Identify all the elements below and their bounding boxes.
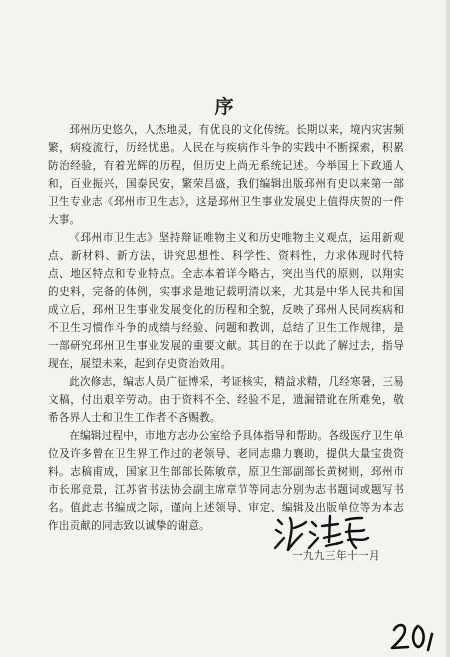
handwritten-page-number xyxy=(388,620,438,652)
preface-title: 序 xyxy=(214,96,236,118)
preface-date: 一九九三年十一月 xyxy=(292,550,380,562)
paragraph-4: 在编辑过程中，市地方志办公室给予具体指导和帮助。各级医疗卫生单位及许多曾在卫生界工作过的老领导、老同志鼎力襄助，提供大量宝贵资料。志稿甫成，国家卫生部部长陈敏章，原卫生部副部长黄树则，邳州市市长邢竞景，江苏省书法协会副主席章节等同志分别为志书题词或题写书名。值此志书编成之际，谨向上述领导、审定、编辑及出版单位等为本志作出贡献的同志致以诚挚的谢意。 xyxy=(48,430,404,532)
paragraph-2: 《邳州市卫生志》坚持辩证唯物主义和历史唯物主义观点，运用新观点、新材料、新方法，讲究思想性、科学性、资料性，力求体现时代特点、地区特点和专业特点。全志本着详今略古，突出当代的原则，以翔实的史料，完备的体例，实事求是地记载明清以来，尤其是中华人民共和国成立后，邳州卫生事业发展变化的历程和全貌，反映了邳州人民同疾病和不卫生习惯作斗争的成绩与经验、问题和教训，总结了卫生工作规律，是一部研究邳州卫生事业发展的重要文献。其目的在于以此了解过去，指导现在，展望未来，起到存史资治效用。 xyxy=(48,232,404,370)
paragraph-1: 邳州历史悠久，人杰地灵，有优良的文化传统。长期以来，境内灾害频繁，病疫流行，历经忧患。人民在与疾病作斗争的实践中不断探索，积累防治经验，有着光辉的历程，但历史上尚无系统记述。今举国上下政通人和，百业振兴，国泰民安，繁荣昌盛，我们编辑出版邳州有史以来第一部卫生专业志《邳州市卫生志》，这是邳州卫生事业发展史上值得庆贺的一件大事。 xyxy=(48,124,404,226)
scan-edge xyxy=(446,0,450,657)
paragraph-3: 此次修志，编志人员广征博采，考证核实，精益求精，几经寒暑，三易文稿，付出艰辛劳动。由于资料不全、经验不足，遗漏错讹在所难免，敬希各界人士和卫生工作者不吝赐教。 xyxy=(48,376,404,424)
preface-body xyxy=(48,121,404,535)
